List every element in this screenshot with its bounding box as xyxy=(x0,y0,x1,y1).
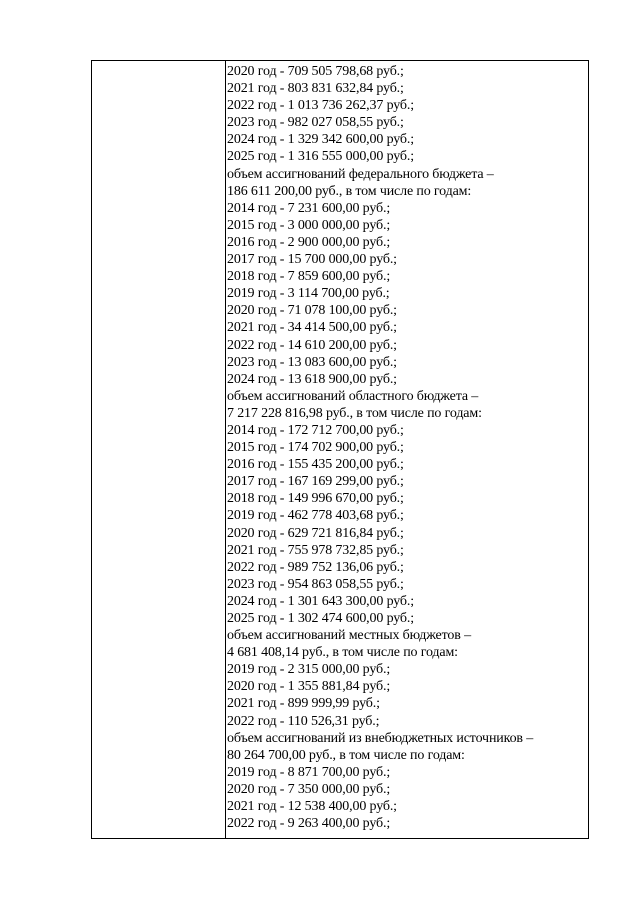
column-divider xyxy=(225,61,226,838)
text-line: 2022 год - 14 610 200,00 руб.; xyxy=(227,337,397,353)
text-line: 80 264 700,00 руб., в том числе по годам: xyxy=(227,747,465,763)
text-line: объем ассигнований местных бюджетов – xyxy=(227,628,471,644)
text-line: 2021 год - 899 999,99 руб.; xyxy=(227,696,380,712)
text-line: 2016 год - 155 435 200,00 руб.; xyxy=(227,457,404,473)
text-line: 2017 год - 15 700 000,00 руб.; xyxy=(227,252,397,268)
text-line: 2018 год - 7 859 600,00 руб.; xyxy=(227,269,391,285)
text-line: 2019 год - 2 315 000,00 руб.; xyxy=(227,662,391,678)
text-line: 2014 год - 172 712 700,00 руб.; xyxy=(227,422,404,438)
text-line: 2016 год - 2 900 000,00 руб.; xyxy=(227,234,391,250)
text-line: 2019 год - 3 114 700,00 руб.; xyxy=(227,286,390,302)
table-right-cell xyxy=(227,63,586,838)
table-left-cell xyxy=(92,61,225,838)
text-line: 2015 год - 3 000 000,00 руб.; xyxy=(227,217,391,233)
text-line: 2022 год - 9 263 400,00 руб.; xyxy=(227,816,391,832)
text-line: 2020 год - 709 505 798,68 руб.; xyxy=(227,64,404,79)
text-line: 2015 год - 174 702 900,00 руб.; xyxy=(227,440,404,456)
text-line: 2025 год - 1 302 474 600,00 руб.; xyxy=(227,611,414,626)
text-line: 2022 год - 989 752 136,06 руб.; xyxy=(227,559,404,575)
text-line: 2024 год - 13 618 900,00 руб.; xyxy=(227,371,397,387)
text-line: 2019 год - 8 871 700,00 руб.; xyxy=(227,764,391,780)
text-line: 7 217 228 816,98 руб., в том числе по годам: xyxy=(227,405,482,421)
text-line: 2023 год - 982 027 058,55 руб.; xyxy=(227,115,404,131)
text-line: объем ассигнований из внебюджетных источников – xyxy=(227,730,534,746)
funding-table xyxy=(91,60,589,839)
text-line: 2021 год - 803 831 632,84 руб.; xyxy=(227,81,404,97)
text-line: объем ассигнований федерального бюджета – xyxy=(227,166,494,182)
text-line: 2024 год - 1 301 643 300,00 руб.; xyxy=(227,593,414,609)
text-line: 2020 год - 629 721 816,84 руб.; xyxy=(227,525,404,541)
text-line: 2021 год - 755 978 732,85 руб.; xyxy=(227,542,404,558)
text-line: 2023 год - 954 863 058,55 руб.; xyxy=(227,576,404,592)
text-line: объем ассигнований областного бюджета – xyxy=(227,388,479,404)
text-line: 2017 год - 167 169 299,00 руб.; xyxy=(227,474,404,490)
text-line: 2022 год - 1 013 736 262,37 руб.; xyxy=(227,98,414,114)
text-line: 2014 год - 7 231 600,00 руб.; xyxy=(227,200,391,216)
text-line: 2020 год - 71 078 100,00 руб.; xyxy=(227,303,397,319)
text-line: 2022 год - 110 526,31 руб.; xyxy=(227,713,380,729)
text-line: 2024 год - 1 329 342 600,00 руб.; xyxy=(227,132,414,148)
text-line: 2020 год - 7 350 000,00 руб.; xyxy=(227,781,391,797)
text-line: 4 681 408,14 руб., в том числе по годам: xyxy=(227,645,458,661)
text-line: 2023 год - 13 083 600,00 руб.; xyxy=(227,354,397,370)
text-line: 186 611 200,00 руб., в том числе по годам: xyxy=(227,183,472,199)
text-line: 2020 год - 1 355 881,84 руб.; xyxy=(227,679,391,695)
text-line: 2025 год - 1 316 555 000,00 руб.; xyxy=(227,149,414,165)
text-line: 2021 год - 34 414 500,00 руб.; xyxy=(227,320,397,336)
text-line: 2018 год - 149 996 670,00 руб.; xyxy=(227,491,404,507)
text-line: 2019 год - 462 778 403,68 руб.; xyxy=(227,508,404,524)
text-line: 2021 год - 12 538 400,00 руб.; xyxy=(227,799,397,815)
